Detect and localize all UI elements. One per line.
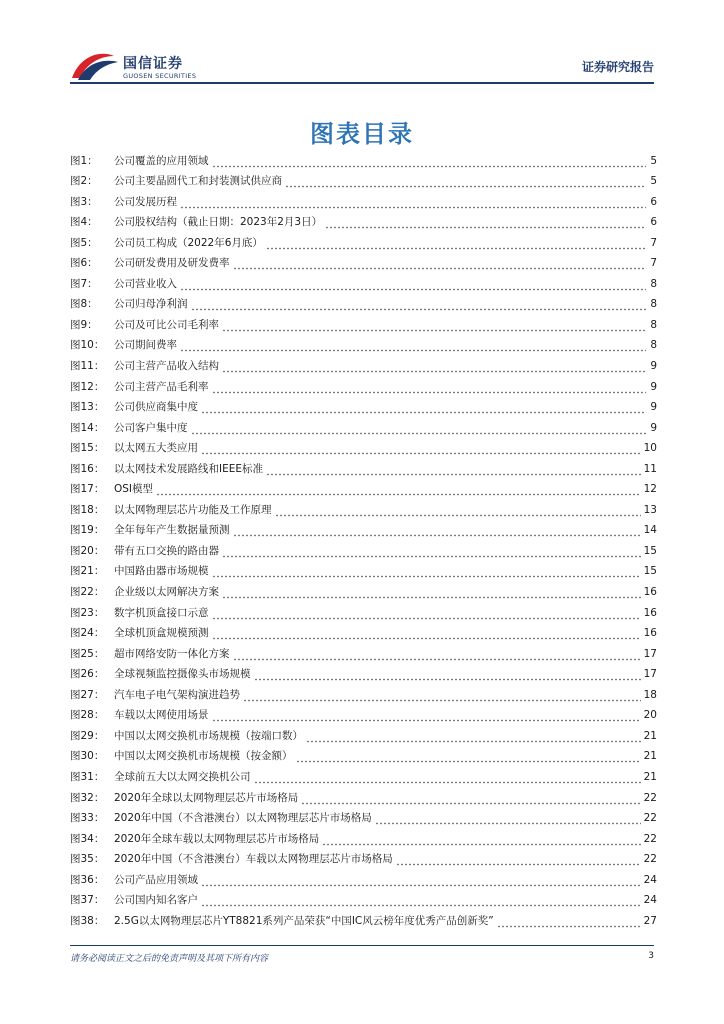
toc-entry-caption: 公司发展历程 [114, 195, 177, 208]
toc-dot-leader [233, 527, 641, 537]
toc-entry-label: 图19： [70, 524, 105, 537]
toc-entry-caption: 公司归母净利润 [114, 298, 188, 311]
toc-dot-leader [266, 466, 641, 476]
toc-entry[interactable] [70, 455, 657, 476]
toc-entry-caption: 带有五口交换的路由器 [114, 544, 219, 557]
toc-dot-leader [233, 260, 647, 270]
toc-dot-leader [375, 815, 641, 825]
page-header [0, 0, 724, 90]
toc-entry-page: 18 [643, 688, 657, 701]
toc-dot-leader [497, 918, 641, 928]
toc-dot-leader [201, 897, 641, 907]
toc-entry-caption: 2020年中国（不含港澳台）以太网物理层芯片市场格局 [114, 812, 372, 825]
toc-entry-caption: 车载以太网使用场景 [114, 709, 209, 722]
toc-dot-leader [301, 795, 640, 805]
toc-entry-label: 图28： [70, 709, 105, 722]
toc-entry-label: 图3： [70, 195, 98, 208]
toc-entry[interactable] [70, 537, 657, 558]
report-type-label: 证券研究报告 [581, 60, 654, 74]
toc-entry[interactable] [70, 866, 657, 887]
toc-entry[interactable] [70, 784, 657, 805]
toc-entry-page: 22 [643, 791, 657, 804]
toc-dot-leader [212, 630, 641, 640]
toc-dot-leader [222, 589, 641, 599]
toc-entry-page: 11 [643, 462, 657, 475]
toc-entry-caption: 全球视频监控摄像头市场规模 [114, 668, 251, 681]
toc-entry-label: 图30： [70, 750, 105, 763]
toc-entry-page: 8 [650, 277, 657, 290]
toc-entry-page: 7 [650, 236, 657, 249]
toc-entry[interactable] [70, 702, 657, 723]
toc-entry-label: 图20： [70, 544, 105, 557]
toc-dot-leader [212, 384, 647, 394]
toc-entry[interactable] [70, 887, 657, 908]
toc-entry-label: 图26： [70, 668, 105, 681]
toc-dot-leader [222, 548, 641, 558]
toc-entry-label: 图16： [70, 462, 105, 475]
toc-entry-label: 图35： [70, 853, 105, 866]
toc-entry-page: 22 [643, 812, 657, 825]
toc-dot-leader [212, 610, 641, 620]
toc-dot-leader [306, 733, 641, 743]
toc-entry-label: 图8： [70, 298, 98, 311]
toc-dot-leader [180, 281, 646, 291]
toc-entry-page: 14 [643, 524, 657, 537]
toc-entry-page: 16 [643, 606, 657, 619]
toc-dot-leader [296, 753, 641, 763]
toc-entry-caption: 2.5G以太网物理层芯片YT8821系列产品荣获“中国IC风云榜年度优秀产品创新奖” [114, 914, 494, 927]
toc-entry[interactable] [70, 743, 657, 764]
toc-entry-label: 图17： [70, 483, 105, 496]
toc-entry-label: 图33： [70, 812, 105, 825]
toc-entry[interactable] [70, 250, 657, 271]
toc-entry-page: 5 [650, 175, 657, 188]
toc-entry-page: 20 [643, 709, 657, 722]
toc-dot-leader [180, 342, 646, 352]
toc-entry-caption: 全球机顶盒规模预测 [114, 627, 209, 640]
toc-entry[interactable] [70, 209, 657, 230]
toc-entry-label: 图9： [70, 318, 98, 331]
page-number: 3 [648, 951, 654, 961]
toc-dot-leader [222, 322, 646, 332]
toc-entry-page: 16 [643, 586, 657, 599]
logo-chinese-name: 国信证券 [123, 56, 183, 72]
toc-entry[interactable] [70, 661, 657, 682]
toc-entry-label: 图23： [70, 606, 105, 619]
toc-entry-page: 21 [643, 750, 657, 763]
toc-entry-label: 图1： [70, 154, 98, 167]
toc-entry[interactable] [70, 332, 657, 353]
toc-entry-label: 图7： [70, 277, 98, 290]
toc-entry[interactable] [70, 229, 657, 250]
toc-entry[interactable] [70, 373, 657, 394]
toc-entry-label: 图15： [70, 442, 105, 455]
toc-dot-leader [191, 301, 647, 311]
toc-entry[interactable] [70, 414, 657, 435]
toc-entry-label: 图24： [70, 627, 105, 640]
toc-entry-label: 图2： [70, 175, 98, 188]
toc-dot-leader [233, 651, 641, 661]
toc-entry[interactable] [70, 681, 657, 702]
toc-entry-page: 27 [643, 914, 657, 927]
toc-dot-leader [180, 199, 646, 209]
toc-entry-label: 图13： [70, 401, 105, 414]
toc-entry-caption: 以太网五大类应用 [114, 442, 198, 455]
toc-entry-caption: 公司员工构成（2022年6月底） [114, 236, 263, 249]
toc-entry[interactable] [70, 907, 657, 928]
toc-entry[interactable] [70, 558, 657, 579]
toc-entry-label: 图34： [70, 832, 105, 845]
toc-entry-caption: 以太网物理层芯片功能及工作原理 [114, 503, 272, 516]
toc-dot-leader [322, 836, 640, 846]
toc-entry-label: 图37： [70, 894, 105, 907]
toc-entry-caption: 中国路由器市场规模 [114, 565, 209, 578]
toc-entry-page: 16 [643, 627, 657, 640]
toc-entry-caption: 汽车电子电气架构演进趋势 [114, 688, 240, 701]
toc-entry-caption: OSI模型 [114, 483, 154, 496]
toc-entry[interactable] [70, 291, 657, 312]
toc-entry-page: 5 [650, 154, 657, 167]
toc-dot-leader [201, 877, 641, 887]
toc-entry-page: 10 [643, 442, 657, 455]
toc-entry[interactable] [70, 722, 657, 743]
toc-entry-caption: 2020年中国（不含港澳台）车载以太网物理层芯片市场格局 [114, 853, 393, 866]
toc-entry-page: 24 [643, 873, 657, 886]
toc-entry-caption: 数字机顶盒接口示意 [114, 606, 209, 619]
toc-entry-caption: 以太网技术发展路线和IEEE标准 [114, 462, 263, 475]
toc-entry[interactable] [70, 147, 657, 168]
toc-entry-page: 12 [643, 483, 657, 496]
toc-entry-page: 8 [650, 339, 657, 352]
toc-dot-leader [201, 404, 646, 414]
toc-entry-label: 图4： [70, 216, 98, 229]
toc-entry[interactable] [70, 394, 657, 415]
toc-entry-caption: 中国以太网交换机市场规模（按端口数） [114, 729, 303, 742]
toc-entry[interactable] [70, 352, 657, 373]
toc-entry-page: 9 [650, 380, 657, 393]
toc-entry-page: 24 [643, 894, 657, 907]
toc-entry[interactable] [70, 599, 657, 620]
toc-entry[interactable] [70, 496, 657, 517]
toc-entry[interactable] [70, 763, 657, 784]
toc-entry-label: 图32： [70, 791, 105, 804]
logo-english-name: GUOSEN SECURITIES [123, 72, 197, 80]
toc-dot-leader [254, 671, 641, 681]
toc-dot-leader [212, 712, 641, 722]
toc-entry-page: 9 [650, 401, 657, 414]
toc-entry-caption: 全年每年产生数据量预测 [114, 524, 230, 537]
toc-entry[interactable] [70, 311, 657, 332]
toc-entry-label: 图10： [70, 339, 105, 352]
toc-entry-page: 13 [643, 503, 657, 516]
toc-entry-label: 图18： [70, 503, 105, 516]
toc-entry-caption: 公司研发费用及研发费率 [114, 257, 230, 270]
toc-entry-caption: 2020年全球以太网物理层芯片市场格局 [114, 791, 299, 804]
toc-entry-page: 9 [650, 421, 657, 434]
toc-entry[interactable] [70, 270, 657, 291]
toc-dot-leader [325, 219, 646, 229]
toc-entry-caption: 公司及可比公司毛利率 [114, 318, 219, 331]
toc-entry-label: 图21： [70, 565, 105, 578]
toc-entry[interactable] [70, 517, 657, 538]
toc-entry[interactable] [70, 805, 657, 826]
toc-dot-leader [222, 363, 646, 373]
toc-entry-caption: 公司国内知名客户 [114, 894, 198, 907]
toc-entry-label: 图14： [70, 421, 105, 434]
toc-entry-page: 8 [650, 298, 657, 311]
toc-entry-label: 图12： [70, 380, 105, 393]
header-divider [70, 82, 654, 84]
toc-entry[interactable] [70, 435, 657, 456]
toc-entry-label: 图29： [70, 729, 105, 742]
toc-entry-caption: 中国以太网交换机市场规模（按金额） [114, 750, 293, 763]
toc-entry-label: 图11： [70, 360, 105, 373]
toc-entry-caption: 公司客户集中度 [114, 421, 188, 434]
toc-entry-page: 21 [643, 770, 657, 783]
toc-entry-page: 6 [650, 216, 657, 229]
toc-entry-caption: 公司覆盖的应用领域 [114, 154, 209, 167]
footer-disclaimer: 请务必阅读正文之后的免责声明及其项下所有内容 [70, 954, 269, 964]
guosen-logo-mark-icon [70, 50, 120, 84]
toc-dot-leader [266, 240, 646, 250]
toc-entry-page: 21 [643, 729, 657, 742]
toc-dot-leader [212, 158, 647, 168]
toc-entry-page: 8 [650, 318, 657, 331]
toc-entry-label: 图6： [70, 257, 98, 270]
toc-entry-caption: 公司供应商集中度 [114, 401, 198, 414]
toc-entry-page: 6 [650, 195, 657, 208]
toc-dot-leader [396, 856, 641, 866]
toc-dot-leader [254, 774, 641, 784]
toc-entry-label: 图38： [70, 914, 105, 927]
toc-entry[interactable] [70, 640, 657, 661]
toc-entry-label: 图31： [70, 770, 105, 783]
footer-divider [70, 945, 654, 946]
toc-entry-caption: 全球前五大以太网交换机公司 [114, 770, 251, 783]
toc-entry-page: 7 [650, 257, 657, 270]
toc-entry-label: 图27： [70, 688, 105, 701]
toc-entry-label: 图22： [70, 586, 105, 599]
toc-entry-page: 9 [650, 360, 657, 373]
toc-entry-page: 15 [643, 565, 657, 578]
toc-entry[interactable] [70, 846, 657, 867]
toc-entry[interactable] [70, 620, 657, 641]
toc-entry-label: 图25： [70, 647, 105, 660]
toc-entry-label: 图5： [70, 236, 98, 249]
toc-dot-leader [191, 425, 647, 435]
toc-dot-leader [201, 445, 641, 455]
toc-entry-page: 17 [643, 668, 657, 681]
toc-entry[interactable] [70, 188, 657, 209]
toc-dot-leader [285, 178, 646, 188]
toc-entry[interactable] [70, 476, 657, 497]
toc-entry[interactable] [70, 168, 657, 189]
toc-entry-caption: 超市网络安防一体化方案 [114, 647, 230, 660]
toc-dot-leader [212, 568, 641, 578]
toc-entry-page: 17 [643, 647, 657, 660]
toc-entry-caption: 公司股权结构（截止日期：2023年2月3日） [114, 216, 323, 229]
toc-dot-leader [275, 507, 641, 517]
toc-entry-caption: 公司产品应用领域 [114, 873, 198, 886]
toc-entry-caption: 公司主要晶圆代工和封装测试供应商 [114, 175, 282, 188]
toc-entry-label: 图36： [70, 873, 105, 886]
toc-entry-caption: 公司营业收入 [114, 277, 177, 290]
toc-title: 图表目录 [310, 120, 414, 148]
toc-dot-leader [243, 692, 641, 702]
toc-entry-page: 15 [643, 544, 657, 557]
toc-entry-caption: 公司主营产品收入结构 [114, 360, 219, 373]
toc-entry-page: 22 [643, 853, 657, 866]
figure-table-of-contents [70, 147, 657, 928]
toc-dot-leader [156, 486, 641, 496]
company-logo [70, 50, 200, 84]
toc-entry[interactable] [70, 578, 657, 599]
toc-entry-caption: 2020年全球车载以太网物理层芯片市场格局 [114, 832, 320, 845]
toc-entry-caption: 公司主营产品毛利率 [114, 380, 209, 393]
toc-entry-page: 22 [643, 832, 657, 845]
toc-entry-caption: 公司期间费率 [114, 339, 177, 352]
toc-entry[interactable] [70, 825, 657, 846]
toc-entry-caption: 企业级以太网解决方案 [114, 586, 219, 599]
